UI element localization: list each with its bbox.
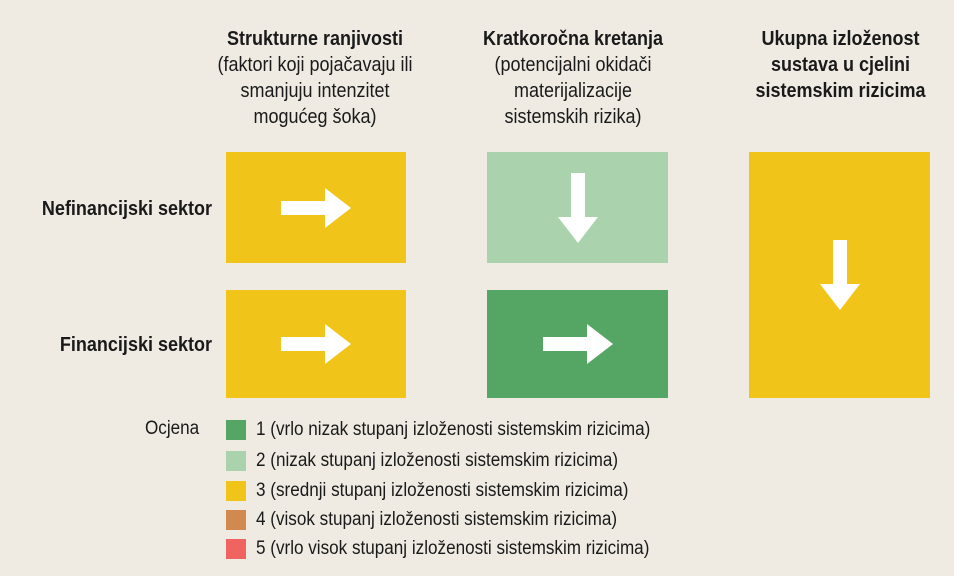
legend-label: 3 (srednji stupanj izloženosti sistemskim rizicima) [256,480,629,501]
right-arrow-icon [281,188,351,228]
legend-title: Ocjena [145,418,200,439]
legend-label: 1 (vrlo nizak stupanj izloženosti sistemskim rizicima) [256,419,651,440]
column-subtitle-line: mogućeg šoka) [253,106,377,128]
column-title: Kratkoročna kretanja [482,28,664,50]
row-label-nonfinancial-sector: Nefinancijski sektor [41,198,212,220]
cell-financial-structural [226,290,406,398]
legend-label: 5 (vrlo visok stupanj izloženosti sistemskim rizicima) [256,538,650,559]
column-title-line: sustava u cjelini [770,54,911,76]
legend-swatch [226,481,246,501]
cell-overall-exposure [749,152,930,398]
cell-nonfinancial-short-term [487,152,668,263]
column-subtitle-line: materijalizacije [513,80,633,102]
column-subtitle-line: smanjuju intenzitet [240,80,390,102]
legend-swatch [226,420,246,440]
cell-nonfinancial-structural [226,152,406,263]
legend-swatch [226,539,246,559]
legend-swatch [226,451,246,471]
legend-item [226,508,657,532]
column-header-structural-vulnerabilities [203,26,428,130]
right-arrow-icon [281,324,351,364]
right-arrow-icon [543,324,613,364]
column-subtitle-line: (faktori koji pojačavaju ili [217,54,413,76]
legend-item [226,537,693,561]
legend-item [226,479,670,503]
legend-swatch [226,510,246,530]
cell-financial-short-term [487,290,668,398]
legend-item [226,449,658,473]
column-title: Strukturne ranjivosti [226,28,404,50]
column-title-line: Ukupna izloženost [761,28,920,50]
column-header-overall-exposure [730,26,951,104]
down-arrow-icon [820,240,860,310]
legend-label: 4 (visok stupanj izloženosti sistemskim rizicima) [256,509,618,530]
legend-item [226,418,694,442]
column-subtitle-line: (potencijalni okidači [494,54,652,76]
column-subtitle-line: sistemskih rizika) [504,106,642,128]
column-header-short-term-movements [465,26,681,130]
legend-label: 2 (nizak stupanj izloženosti sistemskim rizicima) [256,450,619,471]
row-label-financial-sector: Financijski sektor [59,334,212,356]
down-arrow-icon [558,173,598,243]
column-title-line: sistemskim rizicima [755,80,926,102]
